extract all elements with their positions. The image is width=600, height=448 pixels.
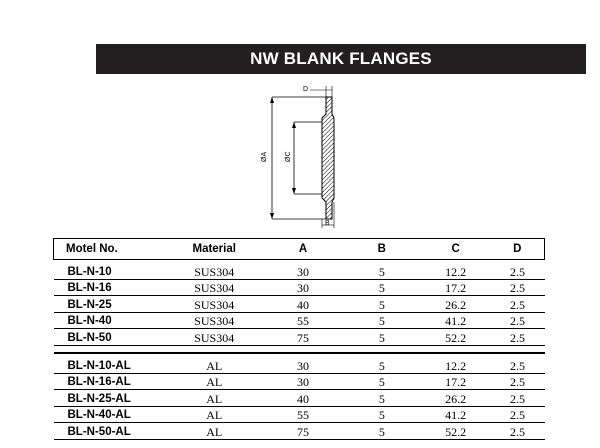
label-b: B [325,220,330,227]
material-cell: SUS304 [165,260,263,280]
b-cell: 5 [343,296,421,313]
c-cell: 41.2 [421,312,491,329]
c-cell: 17.2 [421,373,491,390]
table-row [54,329,545,346]
column-header: D [491,239,545,260]
a-cell: 40 [263,296,343,313]
table-row [54,390,545,407]
column-header: A [263,239,343,260]
b-cell: 5 [343,390,421,407]
spec-table [53,238,545,440]
table-header-row [54,239,545,260]
a-cell: 30 [263,353,343,373]
material-cell: AL [165,373,263,390]
d-cell: 2.5 [491,329,545,346]
model-cell: BL-N-40 [54,312,166,329]
c-cell: 52.2 [421,329,491,346]
d-cell: 2.5 [491,260,545,280]
material-cell: AL [165,390,263,407]
table-row [54,279,545,296]
c-cell: 26.2 [421,390,491,407]
label-c: ØC [285,151,292,162]
column-header: Material [165,239,263,260]
a-cell: 30 [263,260,343,280]
d-cell: 2.5 [491,406,545,423]
d-cell: 2.5 [491,423,545,440]
label-a: ØA [261,151,268,162]
table-body [54,260,545,440]
model-cell: BL-N-50-AL [54,423,166,440]
b-cell: 5 [343,353,421,373]
c-cell: 41.2 [421,406,491,423]
b-cell: 5 [343,312,421,329]
a-cell: 75 [263,329,343,346]
table-row [54,296,545,313]
c-cell: 17.2 [421,279,491,296]
d-cell: 2.5 [491,279,545,296]
table-row [54,373,545,390]
model-cell: BL-N-25-AL [54,390,166,407]
c-cell: 52.2 [421,423,491,440]
d-cell: 2.5 [491,353,545,373]
table-row [54,312,545,329]
model-cell: BL-N-10-AL [54,353,166,373]
d-cell: 2.5 [491,373,545,390]
material-cell: AL [165,353,263,373]
model-cell: BL-N-50 [54,329,166,346]
flange-section [322,97,334,219]
b-cell: 5 [343,260,421,280]
b-cell: 5 [343,406,421,423]
a-cell: 55 [263,312,343,329]
group-separator [54,345,545,353]
material-cell: AL [165,423,263,440]
material-cell: SUS304 [165,279,263,296]
label-d: D [303,86,309,93]
a-cell: 40 [263,390,343,407]
page-title: NW BLANK FLANGES [96,44,586,74]
c-cell: 26.2 [421,296,491,313]
a-cell: 55 [263,406,343,423]
a-cell: 30 [263,373,343,390]
table-row [54,353,545,373]
b-cell: 5 [343,423,421,440]
a-cell: 30 [263,279,343,296]
a-cell: 75 [263,423,343,440]
material-cell: AL [165,406,263,423]
c-cell: 12.2 [421,260,491,280]
d-cell: 2.5 [491,312,545,329]
material-cell: SUS304 [165,329,263,346]
column-header: Motel No. [54,239,166,260]
column-header: C [421,239,491,260]
b-cell: 5 [343,279,421,296]
d-cell: 2.5 [491,390,545,407]
table-row [54,260,545,280]
model-cell: BL-N-10 [54,260,166,280]
c-cell: 12.2 [421,353,491,373]
material-cell: SUS304 [165,296,263,313]
model-cell: BL-N-25 [54,296,166,313]
model-cell: BL-N-16-AL [54,373,166,390]
model-cell: BL-N-16 [54,279,166,296]
flange-drawing [250,82,360,232]
table-row [54,406,545,423]
d-cell: 2.5 [491,296,545,313]
table-row [54,423,545,440]
b-cell: 5 [343,373,421,390]
model-cell: BL-N-40-AL [54,406,166,423]
material-cell: SUS304 [165,312,263,329]
column-header: B [343,239,421,260]
b-cell: 5 [343,329,421,346]
